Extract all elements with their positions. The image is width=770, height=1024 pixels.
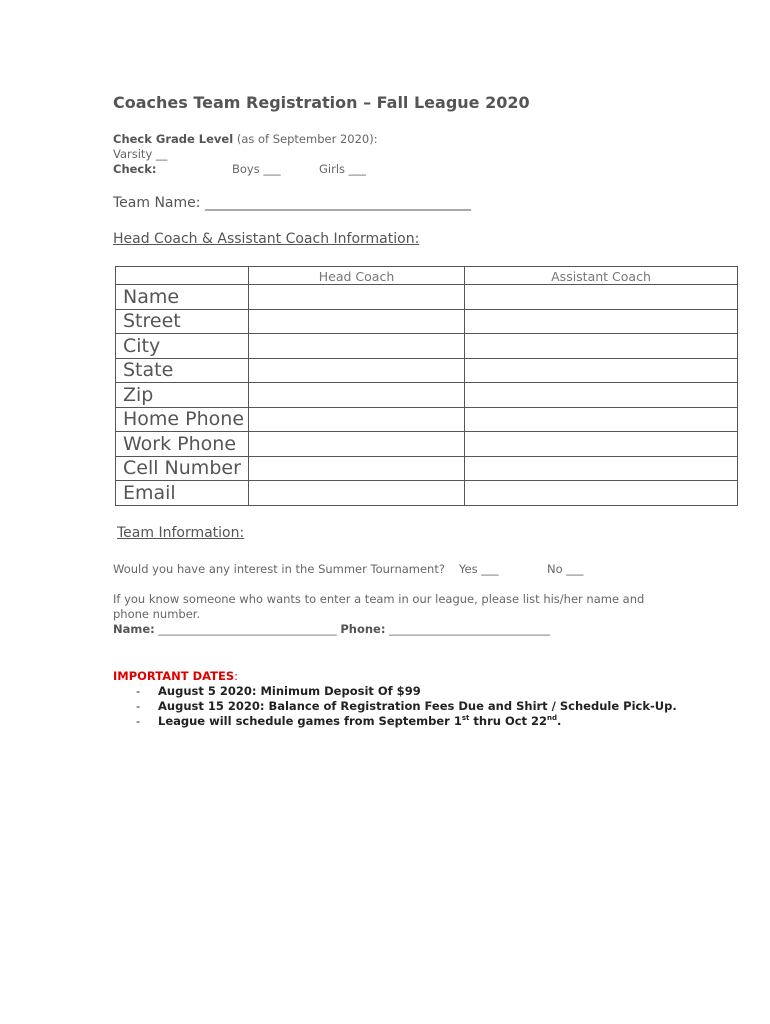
table-header-assistant-coach: Assistant Coach <box>465 267 738 285</box>
row-label-street: Street <box>116 309 249 334</box>
head-coach-city-cell[interactable] <box>249 334 465 359</box>
important-dates-heading <box>113 669 238 683</box>
grade-level-as-of: (as of September 2020): <box>236 132 378 146</box>
head-coach-state-cell[interactable] <box>249 358 465 383</box>
table-row <box>116 334 738 359</box>
assistant-coach-email-cell[interactable] <box>465 481 738 506</box>
table-header-head-coach: Head Coach <box>249 267 465 285</box>
important-dates-label: IMPORTANT DATES <box>113 669 235 683</box>
referral-fields-line <box>113 622 550 636</box>
row-label-email: Email <box>116 481 249 506</box>
table-row <box>116 383 738 408</box>
team-name-label: Team Name: <box>113 195 201 211</box>
assistant-coach-name-cell[interactable] <box>465 285 738 310</box>
summer-no-option[interactable]: No ___ <box>547 562 584 576</box>
page-title: Coaches Team Registration – Fall League 2020 <box>113 93 530 112</box>
assistant-coach-zip-cell[interactable] <box>465 383 738 408</box>
referral-name-field[interactable]: _______________________________ <box>158 622 337 636</box>
table-row <box>116 432 738 457</box>
row-label-cell-number: Cell Number <box>116 456 249 481</box>
team-name-line <box>113 195 471 211</box>
referral-name-label: Name: <box>113 622 155 636</box>
date-item-schedule-part3: . <box>557 714 562 728</box>
head-coach-zip-cell[interactable] <box>249 383 465 408</box>
table-row <box>116 358 738 383</box>
head-coach-work-phone-cell[interactable] <box>249 432 465 457</box>
list-dash: - <box>136 699 141 713</box>
summer-tournament-question: Would you have any interest in the Summer Tournament? <box>113 562 445 576</box>
assistant-coach-state-cell[interactable] <box>465 358 738 383</box>
date-item-deposit: August 5 2020: Minimum Deposit Of $99 <box>158 684 421 698</box>
table-row <box>116 456 738 481</box>
important-dates-list <box>136 684 677 729</box>
table-row <box>116 407 738 432</box>
assistant-coach-cell-number-cell[interactable] <box>465 456 738 481</box>
head-coach-name-cell[interactable] <box>249 285 465 310</box>
date-item-schedule <box>158 714 561 728</box>
referral-text-line2: phone number. <box>113 607 201 621</box>
assistant-coach-city-cell[interactable] <box>465 334 738 359</box>
list-dash: - <box>136 684 141 698</box>
row-label-city: City <box>116 334 249 359</box>
assistant-coach-work-phone-cell[interactable] <box>465 432 738 457</box>
referral-phone-field[interactable]: ____________________________ <box>389 622 551 636</box>
referral-text-line1: If you know someone who wants to enter a team in our league, please list his/her name and <box>113 592 645 606</box>
row-label-work-phone: Work Phone <box>116 432 249 457</box>
date-item-schedule-sup2: nd <box>547 714 558 723</box>
head-coach-cell-number-cell[interactable] <box>249 456 465 481</box>
table-header-row <box>116 267 738 285</box>
assistant-coach-street-cell[interactable] <box>465 309 738 334</box>
team-name-field[interactable]: ______________________________________ <box>204 195 471 211</box>
summer-yes-option[interactable]: Yes ___ <box>459 562 499 576</box>
important-dates-colon: : <box>234 669 239 683</box>
varsity-option[interactable]: Varsity __ <box>113 147 168 161</box>
list-item <box>136 684 677 699</box>
date-item-balance: August 15 2020: Balance of Registration Fees Due and Shirt / Schedule Pick-Up. <box>158 699 677 713</box>
row-label-name: Name <box>116 285 249 310</box>
check-label: Check: <box>113 162 157 176</box>
row-label-zip: Zip <box>116 383 249 408</box>
coach-info-table <box>115 266 738 506</box>
date-item-schedule-sup1: st <box>461 714 470 723</box>
table-row <box>116 309 738 334</box>
referral-phone-label: Phone: <box>340 622 386 636</box>
list-dash: - <box>136 714 141 728</box>
date-item-schedule-part1: League will schedule games from September 1 <box>158 714 462 728</box>
row-label-home-phone: Home Phone <box>116 407 249 432</box>
row-label-state: State <box>116 358 249 383</box>
assistant-coach-home-phone-cell[interactable] <box>465 407 738 432</box>
head-coach-home-phone-cell[interactable] <box>249 407 465 432</box>
coach-info-heading: Head Coach & Assistant Coach Information: <box>113 231 420 247</box>
boys-option[interactable]: Boys ___ <box>232 162 281 176</box>
table-header-blank <box>116 267 249 285</box>
date-item-schedule-part2: thru Oct 22 <box>469 714 548 728</box>
head-coach-email-cell[interactable] <box>249 481 465 506</box>
table-row <box>116 285 738 310</box>
table-row <box>116 481 738 506</box>
grade-level-label: Check Grade Level <box>113 132 234 146</box>
list-item <box>136 699 677 714</box>
girls-option[interactable]: Girls ___ <box>319 162 366 176</box>
grade-level-line <box>113 132 378 146</box>
list-item <box>136 714 677 729</box>
head-coach-street-cell[interactable] <box>249 309 465 334</box>
team-info-heading: Team Information: <box>117 525 245 541</box>
